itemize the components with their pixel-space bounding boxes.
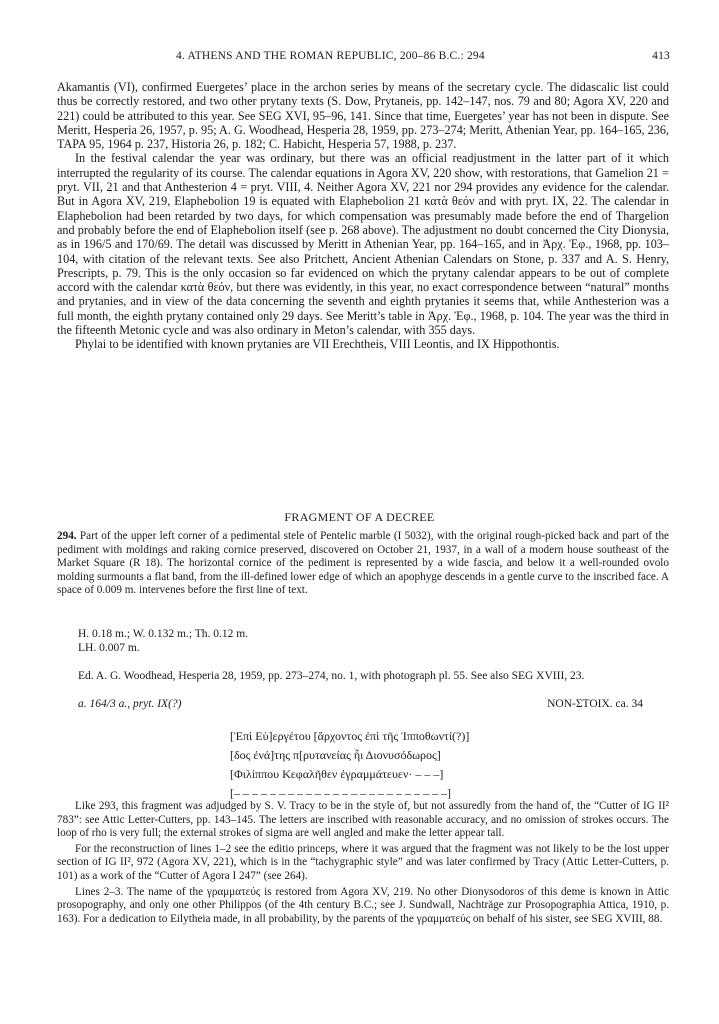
- commentary-paragraph: Like 293, this fragment was adjudged by S. V. Tracy to be in the style of, but not assuredly from the hand of, the “Cutter of IG II² 783”: see Attic Letter-Cutters, pp. 143–145. The letters are inscribed with reasonable accuracy, and no omission of strokes occurs. The loop of rho is very full; the external strokes of sigma are well angled and make the letter appear tall.: [57, 800, 669, 840]
- running-header: [56, 50, 670, 66]
- inscription-line: [δος ἐνά]της π[ρυτανείας ἧι Διονυσόδωρος]: [230, 748, 441, 762]
- inscription-line: [Ἐπὶ Εὐ]εργέτου [ἄρχοντος ἐπὶ τῆς Ἱπποθωντί(?)]: [230, 729, 470, 743]
- measurements: [78, 627, 248, 655]
- body-paragraph: In the festival calendar the year was ordinary, but there was an official readjustment in the latter part of it which interrupted the regularity of its course. The calendar equations in Agora XV, 220 show, with restorations, that Gamelion 21 = pryt. VII, 21 and that Anthesterion 4 = pryt. VIII, 4. Neither Agora XV, 221 nor 294 provides any evidence for the calendar. But in Agora XV, 219, Elaphebolion 19 is equated with Elaphebolion 21 κατὰ θεόν and with pryt. IX, 22. The calendar in Elaphebolion had been retarded by two days, for which compensation was presumably made before the end of Thargelion and probably before the end of Elaphebolion itself (see p. 268 above). The adjustment no doubt concerned the City Dionysia, as in 196/5 and 170/69. The detail was discussed by Meritt in Athenian Year, pp. 164–165, and in Ἀρχ. Ἐφ., 1968, pp. 103–104, with citation of the relevant texts. See also Pritchett, Ancient Athenian Calendars on Stone, p. 337 and A. S. Henry, Prescripts, p. 79. This is the only occasion so far evidenced on which the prytany calendar appears to be out of complete accord with the calendar κατὰ θεόν, but there was evidently, in this year, no exact correspondence between “natural” months and prytanies, and in view of the data concerning the seventh and eighth prytanies it seems that, while Anthesterion was a full month, the eighth prytany contained only 29 days. See Meritt’s table in Ἀρχ. Ἐφ., 1968, p. 104. The year was the third in the fifteenth Metonic cycle and was also ordinary in Meton’s calendar, with 355 days.: [57, 151, 669, 338]
- inscription-line: [– – – – – – – – – – – – – – – – – – – – – – – –]: [230, 786, 451, 800]
- page-number: 413: [652, 50, 670, 62]
- body-paragraph: Akamantis (VI), confirmed Euergetes’ place in the archon series by means of the secretary cycle. The didascalic list could thus be correctly restored, and two other prytany texts (S. Dow, Prytaneis, pp. 142–147, nos. 79 and 80; Agora XV, 220 and 221) could be attributed to this year. See SEG XVI, 95–96, 141. Since that time, Euergetes’ year has not been in dispute. See Meritt, Hesperia 26, 1957, p. 95; A. G. Woodhead, Hesperia 28, 1959, pp. 273–274; Meritt, Athenian Year, pp. 164–165, 236, TAPA 95, 1964 p. 237, Historia 26, p. 182; C. Habicht, Hesperia 57, 1988, p. 237.: [57, 80, 669, 152]
- measurement-line: H. 0.18 m.; W. 0.132 m.; Th. 0.12 m.: [78, 628, 249, 640]
- entry-number: 294.: [57, 530, 77, 542]
- fragment-description: [57, 530, 669, 598]
- description-text: Part of the upper left corner of a pedimental stele of Pentelic marble (I 5032), with the original rough-picked back and part of the pediment with moldings and raking cornice preserved, discovered on October 21, 1937, in a wall of a modern house southeast of the Market Square (R 18). The horizontal cornice of the pediment is represented by a wide fascia, and below it a well-rounded ovolo molding surmounts a flat band, from the ill-defined lower edge of which an apophyge descends in a gentle curve to the inscribed face. A space of 0.009 m. intervenes before the first line of text.: [57, 530, 670, 596]
- edition-note: Ed. A. G. Woodhead, Hesperia 28, 1959, pp. 273–274, no. 1, with photograph pl. 55. See also SEG XVIII, 23.: [78, 670, 585, 682]
- greek-inscription: [230, 727, 469, 803]
- stoichedon-note: NON-ΣΤΟΙΧ. ca. 34: [547, 698, 643, 710]
- date-line: a. 164/3 a., pryt. IX(?): [78, 698, 182, 710]
- commentary: [57, 800, 669, 926]
- main-text: [57, 80, 669, 352]
- section-title: FRAGMENT OF A DECREE: [284, 510, 435, 524]
- inscription-line: [Φιλίππου Κεφαλῆθεν ἐγραμμάτευεν· – – –]: [230, 767, 444, 781]
- commentary-paragraph: Lines 2–3. The name of the γραμματεύς is restored from Agora XV, 219. No other Dionysodoros of this deme is known in Attic prosopography, and only one other Philippos (of the 4th century B.C.; see J. Sundwall, Nachträge zur Prosopographia Attica, 1910, p. 163). For a dedication to Eilytheia made, in all probability, by the parents of the γραμματεύς on behalf of his sister, see SEG XVIII, 88.: [57, 885, 669, 925]
- measurement-line: LH. 0.007 m.: [78, 642, 140, 654]
- running-header-title: 4. ATHENS AND THE ROMAN REPUBLIC, 200–86 B.C.: 294: [176, 50, 485, 62]
- commentary-paragraph: For the reconstruction of lines 1–2 see the editio princeps, where it was argued that the fragment was not likely to be the lost upper section of IG II², 972 (Agora XV, 221), which is in the “tachygraphic style” and was later confirmed by Tracy (Attic Letter-Cutters, p. 101) as a work of the “Cutter of Agora I 247” (see 264).: [57, 842, 669, 882]
- body-paragraph: Phylai to be identified with known prytanies are VII Erechtheis, VIII Leontis, and IX Hippothontis.: [75, 337, 560, 352]
